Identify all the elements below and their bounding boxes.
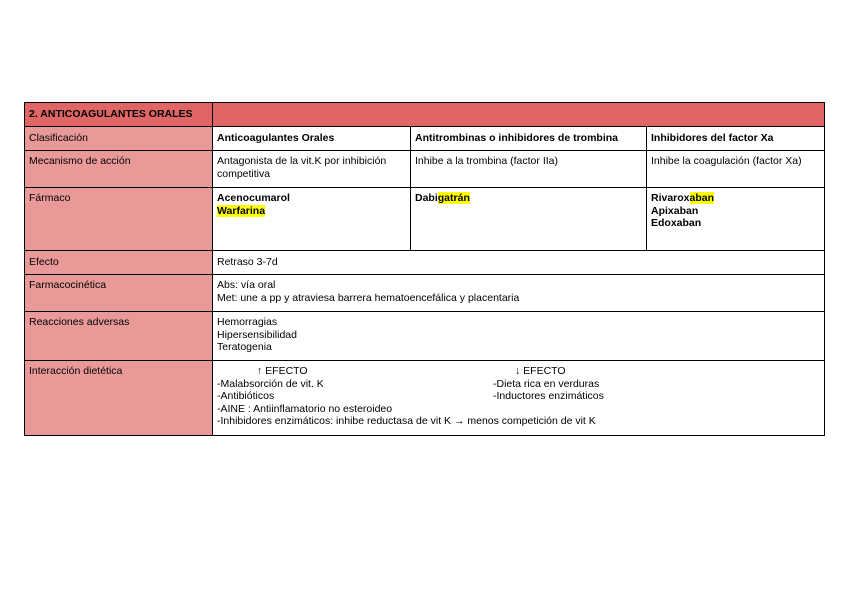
drug-rivaroxaban-highlight: aban xyxy=(689,192,715,204)
farmaco-col1 xyxy=(213,188,411,251)
efecto-aumento-heading: ↑ EFECTO xyxy=(257,365,308,377)
reaccion-item-2: Hipersensibilidad xyxy=(217,328,297,341)
drug-dabigatran-prefix: Dabi xyxy=(415,192,438,204)
table-title: 2. ANTICOAGULANTES ORALES xyxy=(25,103,213,127)
row-label-reacciones: Reacciones adversas xyxy=(25,312,213,361)
row-mecanismo xyxy=(25,151,825,188)
table-header-row xyxy=(25,103,825,127)
mecanismo-col2: Inhibe a la trombina (factor IIa) xyxy=(411,151,647,188)
drug-apixaban: Apixaban xyxy=(651,204,699,217)
row-label-farmaco: Fármaco xyxy=(25,188,213,251)
row-reacciones xyxy=(25,312,825,361)
row-label-interaccion: Interacción dietética xyxy=(25,361,213,436)
clasificacion-col2: Antitrombinas o inhibidores de trombina xyxy=(411,127,647,151)
efecto-value: Retraso 3-7d xyxy=(213,251,825,275)
row-label-clasificacion: Clasificación xyxy=(25,127,213,151)
row-label-mecanismo: Mecanismo de acción xyxy=(25,151,213,188)
clasificacion-col3: Inhibidores del factor Xa xyxy=(647,127,825,151)
clasificacion-col1: Anticoagulantes Orales xyxy=(213,127,411,151)
interaccion-disminucion-item: -Inductores enzimáticos xyxy=(493,390,604,402)
mecanismo-col1: Antagonista de la vit.K por inhibición competitiva xyxy=(213,151,411,188)
row-label-farmacocinetica: Farmacocinética xyxy=(25,275,213,312)
farmaco-col3 xyxy=(647,188,825,251)
row-clasificacion xyxy=(25,127,825,151)
reaccion-item-1: Hemorragias xyxy=(217,316,278,328)
farmacocinetica-line-2: Met: une a pp y atraviesa barrera hematoencefálica y placentaria xyxy=(217,291,520,304)
row-interaccion xyxy=(25,361,825,436)
interaccion-disminucion xyxy=(493,365,604,403)
interaccion-aumento-item: -Antibióticos xyxy=(217,390,275,402)
drug-rivaroxaban-prefix: Rivarox xyxy=(651,192,690,204)
drug-dabigatran-highlight: gatrán xyxy=(437,192,470,204)
drug-warfarina: Warfarina xyxy=(217,204,266,217)
interaccion-aumento-item: -Malabsorción de vit. K xyxy=(217,377,324,390)
mecanismo-col3: Inhibe la coagulación (factor Xa) xyxy=(647,151,825,188)
anticoagulants-table xyxy=(24,102,825,436)
farmacocinetica-value xyxy=(213,275,825,312)
efecto-disminucion-heading: ↓ EFECTO xyxy=(515,365,566,377)
reacciones-value xyxy=(213,312,825,361)
row-farmacocinetica xyxy=(25,275,825,312)
drug-acenocumarol: Acenocumarol xyxy=(217,192,290,204)
row-label-efecto: Efecto xyxy=(25,251,213,275)
reaccion-item-3: Teratogenia xyxy=(217,341,272,353)
table-header-fill xyxy=(213,103,825,127)
interaccion-value xyxy=(213,361,825,436)
row-farmaco xyxy=(25,188,825,251)
interaccion-aumento-item: -AINE : Antiinflamatorio no esteroideo xyxy=(217,402,393,415)
interaccion-aumento-item: -Inhibidores enzimáticos: inhibe reductasa de vit K → menos competición de vit K xyxy=(217,415,596,427)
drug-edoxaban: Edoxaban xyxy=(651,217,702,229)
interaccion-disminucion-item: -Dieta rica en verduras xyxy=(493,377,600,390)
farmacocinetica-line-1: Abs: vía oral xyxy=(217,279,276,291)
row-efecto xyxy=(25,251,825,275)
farmaco-col2 xyxy=(411,188,647,251)
